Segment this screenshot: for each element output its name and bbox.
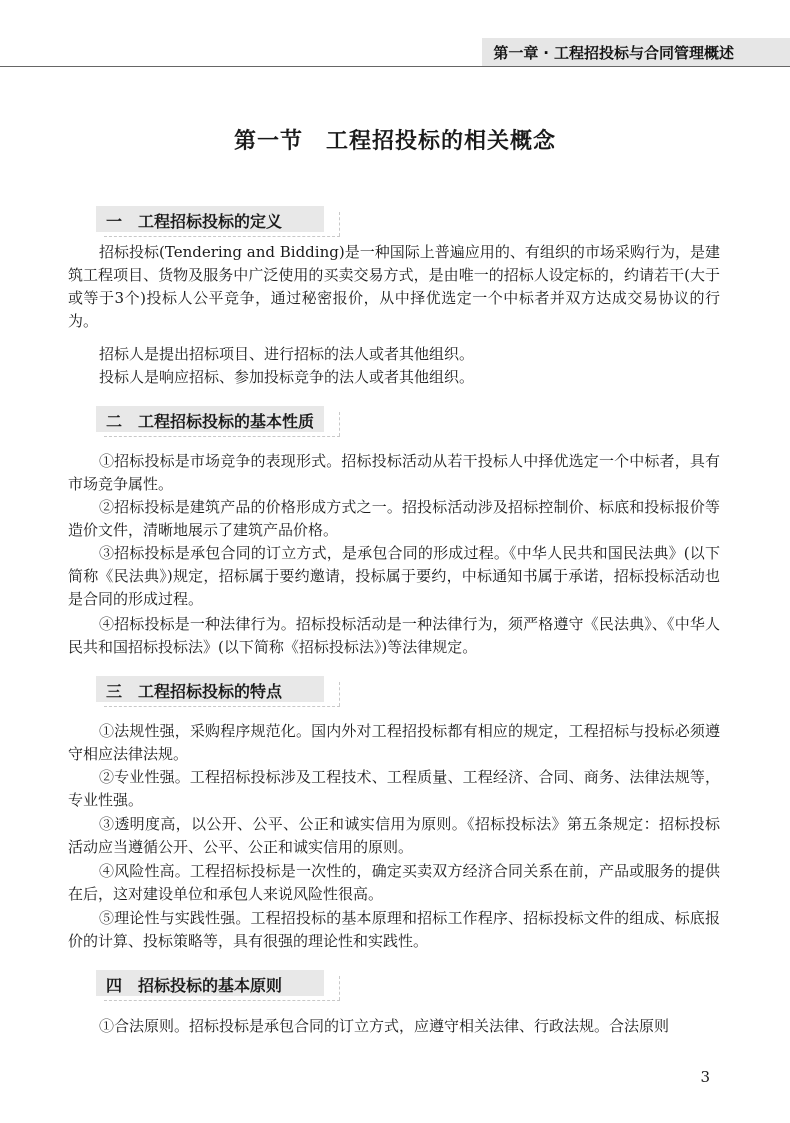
paragraph: ②专业性强。工程招标投标涉及工程技术、工程质量、工程经济、合同、商务、法律法规等，专业性强。: [68, 768, 720, 809]
heading-shadow: [339, 412, 340, 436]
subsection-number: 二: [106, 412, 123, 431]
header-rule: [0, 66, 790, 67]
heading-shadow: [104, 236, 340, 237]
paragraph: ①法规性强，采购程序规范化。国内外对工程招投标都有相应的规定，工程招标与投标必须遵守相应法律法规。: [68, 722, 720, 763]
paragraph: 招标投标(Tendering and Bidding)是一种国际上普遍应用的、有组织的市场采购行为，是建筑工程项目、货物及服务中广泛使用的买卖交易方式，是由唯一的招标人设定标的，约请若干(大于或等于3个)投标人公平竞争，通过秘密报价，从中择优选定一个中标者并双方达成交易协议的行为。: [68, 243, 720, 330]
section-title: 第一节 工程招投标的相关概念: [233, 129, 556, 154]
heading-shadow: [339, 682, 340, 706]
subsection-title: 工程招标投标的定义: [138, 212, 283, 231]
paragraph: ①招标投标是市场竞争的表现形式。招标投标活动从若干投标人中择优选定一个中标者，具有市场竞争属性。: [68, 452, 720, 493]
heading-shadow: [339, 976, 340, 1000]
running-head: [482, 38, 790, 66]
paragraph: ③招标投标是承包合同的订立方式，是承包合同的形成过程。《中华人民共和国民法典》(以下简称《民法典》)规定，招标属于要约邀请，投标属于要约，中标通知书属于承诺，招标投标活动也是合同的形成过程。: [68, 544, 720, 608]
paragraph: ④招标投标是一种法律行为。招标投标活动是一种法律行为，须严格遵守《民法典》、《中华人民共和国招标投标法》(以下简称《招标投标法》)等法律规定。: [68, 615, 720, 656]
subsection-heading: [96, 204, 340, 238]
heading-shadow: [339, 212, 340, 236]
heading-shadow: [104, 1000, 340, 1001]
subsection-number: 一: [106, 212, 123, 231]
subsection-number: 四: [106, 976, 123, 995]
subsection-title: 招标投标的基本原则: [138, 976, 283, 995]
paragraph: ④风险性高。工程招标投标是一次性的，确定买卖双方经济合同关系在前，产品或服务的提供在后，这对建设单位和承包人来说风险性很高。: [68, 862, 720, 903]
subsection-title: 工程招标投标的特点: [138, 682, 283, 701]
paragraph: 招标人是提出招标项目、进行招标的法人或者其他组织。: [99, 345, 475, 363]
page-number: 3: [700, 1068, 710, 1086]
heading-shadow: [104, 436, 340, 437]
running-head-title: 第一章 ‧ 工程招投标与合同管理概述: [493, 43, 734, 62]
paragraph: ⑤理论性与实践性强。工程招投标的基本原理和招标工作程序、招标投标文件的组成、标底报价的计算、投标策略等，具有很强的理论性和实践性。: [68, 909, 720, 950]
subsection-heading: [96, 404, 340, 438]
paragraph: ②招标投标是建筑产品的价格形成方式之一。招投标活动涉及招标控制价、标底和投标报价等造价文件，清晰地展示了建筑产品价格。: [68, 498, 720, 539]
paragraph: ③透明度高，以公开、公平、公正和诚实信用为原则。《招标投标法》第五条规定：招标投标活动应当遵循公开、公平、公正和诚实信用的原则。: [68, 815, 720, 856]
subsection-title: 工程招标投标的基本性质: [138, 412, 315, 431]
heading-shadow: [104, 706, 340, 707]
subsection-heading: [96, 674, 340, 708]
subsection-heading: [96, 968, 340, 1002]
paragraph: 投标人是响应招标、参加投标竞争的法人或者其他组织。: [99, 368, 475, 386]
subsection-number: 三: [106, 682, 123, 701]
paragraph: ①合法原则。招标投标是承包合同的订立方式，应遵守相关法律、行政法规。合法原则: [99, 1017, 670, 1035]
